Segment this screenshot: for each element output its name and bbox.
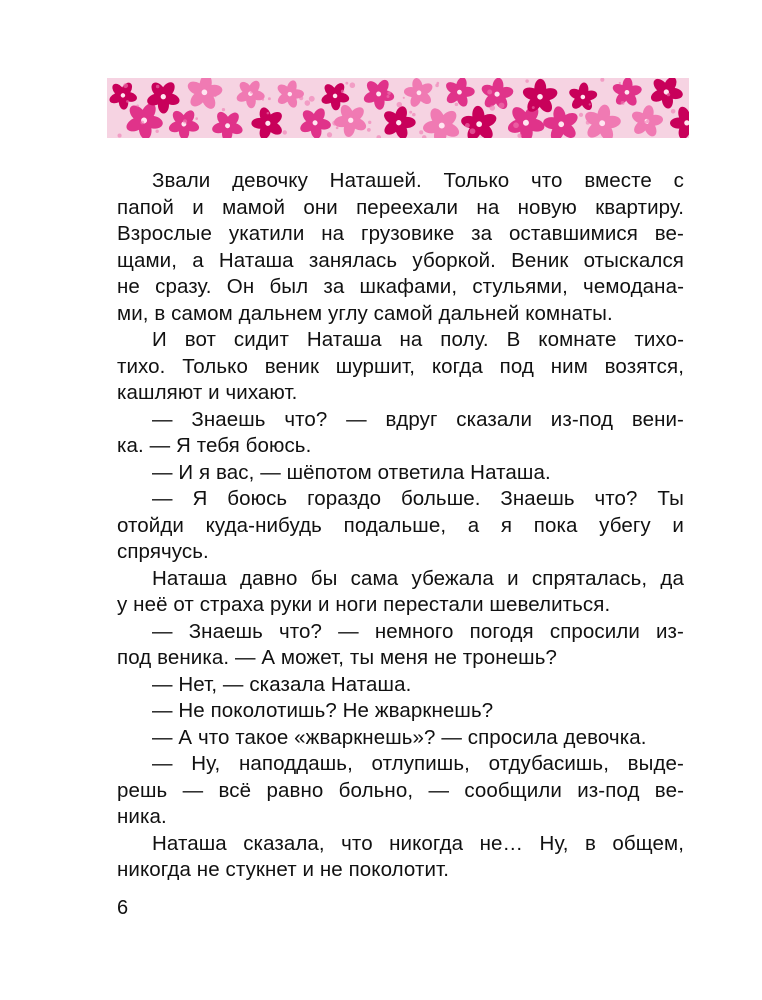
text-line: — Знаешь что? — вдруг сказали из-под вени- [152, 407, 684, 431]
flower-ornament-image [107, 78, 689, 138]
text-line: — Ну, наподдашь, отлупишь, отдубасишь, выде- [152, 752, 684, 775]
flower-ornament-banner [107, 78, 689, 138]
text-line: — Не поколотишь? Не жваркнешь? [152, 699, 494, 722]
text-line: Звали девочку Наташей. Только что вместе с [152, 169, 684, 192]
paragraph [117, 725, 684, 752]
paragraph [117, 831, 684, 884]
paragraph [117, 407, 684, 460]
text-line: папой и мамой они переехали на новую квартиру. [117, 195, 684, 219]
story-text [117, 168, 684, 884]
text-line: кашляют и чихают. [117, 381, 298, 404]
text-line: — Нет, — сказала Наташа. [152, 672, 412, 696]
text-line: не сразу. Он был за шкафами, стульями, чемодана- [117, 275, 684, 298]
paragraph [117, 566, 684, 619]
text-line: — А что такое «жваркнешь»? — спросила девочка. [152, 725, 647, 749]
paragraph [117, 672, 684, 699]
text-line: ми, в самом дальнем углу самой дальней комнаты. [117, 301, 613, 325]
text-line: ка. — Я тебя боюсь. [117, 434, 312, 457]
text-line: Наташа давно бы сама убежала и спряталась, да [152, 566, 684, 590]
text-line: спрячусь. [117, 540, 209, 563]
paragraph [117, 327, 684, 407]
text-line: у неё от страха руки и ноги перестали шевелиться. [117, 593, 611, 616]
text-line: Взрослые укатили на грузовике за оставшимися ве- [117, 222, 684, 245]
text-line: — Я боюсь гораздо больше. Знаешь что? Ты [152, 487, 684, 510]
text-line: — И я вас, — шёпотом ответила Наташа. [152, 460, 551, 484]
paragraph [117, 619, 684, 672]
text-line: Наташа сказала, что никогда не… Ну, в общем, [152, 831, 684, 855]
paragraph [117, 168, 684, 327]
text-line: — Знаешь что? — немного погодя спросили из- [152, 619, 684, 643]
text-line: тихо. Только веник шуршит, когда под ним возятся, [117, 354, 684, 378]
paragraph [117, 698, 684, 725]
paragraph [117, 460, 684, 487]
text-line: решь — всё равно больно, — сообщили из-под ве- [117, 778, 684, 802]
text-line: ника. [117, 805, 167, 828]
text-line: щами, а Наташа занялась уборкой. Веник отыскался [117, 248, 684, 272]
text-line: отойди куда-нибудь подальше, а я пока убегу и [117, 513, 684, 537]
page-number: 6 [117, 897, 129, 919]
text-line: никогда не стукнет и не поколотит. [117, 858, 450, 881]
paragraph [117, 486, 684, 566]
text-line: под веника. — А может, ты меня не тронешь? [117, 646, 558, 669]
text-line: И вот сидит Наташа на полу. В комнате тихо- [152, 328, 684, 351]
paragraph [117, 751, 684, 831]
